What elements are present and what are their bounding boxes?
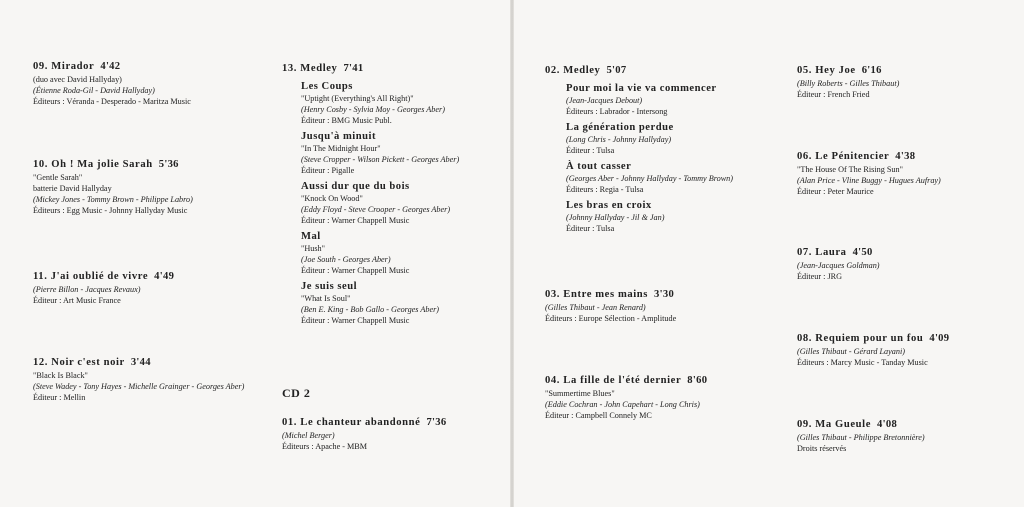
credit-line: (Henry Cosby - Sylvia Moy - Georges Aber) (301, 105, 445, 114)
medley-part-title: Aussi dur que du bois (301, 181, 410, 192)
track-number: 03. (545, 289, 564, 300)
track-duration: 5'07 (606, 65, 627, 76)
track-title (545, 374, 785, 388)
track-name: Hey Joe (815, 65, 856, 76)
info-line: Éditeur : Tulsa (566, 146, 615, 155)
track-title (797, 246, 1024, 260)
track-entry (545, 374, 785, 421)
medley-part (566, 199, 785, 234)
medley-part-title: Les bras en croix (566, 200, 652, 211)
track-title (797, 150, 1024, 164)
medley-part-title: Je suis seul (301, 281, 358, 292)
credit-line: (Johnny Hallyday - Jil & Jan) (566, 213, 665, 222)
info-line: "Gentle Sarah" (33, 173, 83, 182)
track-number: 08. (797, 333, 816, 344)
medley-block (282, 62, 522, 326)
track-duration: 3'44 (130, 357, 151, 368)
info-line: "Uptight (Everything's All Right)" (301, 94, 414, 103)
track-number: 09. (33, 61, 52, 72)
credit-line: (Long Chris - Johnny Hallyday) (566, 135, 672, 144)
info-line: batterie David Hallyday (33, 184, 112, 193)
info-line: "The House Of The Rising Sun" (797, 165, 903, 174)
track-name: Ma Gueule (815, 419, 872, 430)
credit-line: (Étienne Roda-Gil - David Hallyday) (33, 86, 155, 95)
track-number: 05. (797, 65, 816, 76)
medley-part (301, 180, 522, 226)
info-line: Éditeur : Peter Maurice (797, 187, 874, 196)
credit-line: (Jean-Jacques Debout) (566, 96, 643, 105)
info-line: Éditeurs : Labrador - Intersong (566, 107, 668, 116)
info-line: Éditeur : Mellin (33, 393, 86, 402)
track-entry (797, 246, 1024, 282)
track-duration: 7'41 (343, 63, 364, 74)
info-line: Éditeur : Tulsa (566, 224, 615, 233)
credit-line: (Gilles Thibaut - Gérard Layani) (797, 347, 905, 356)
credit-line: (Gilles Thibaut - Jean Renard) (545, 303, 646, 312)
info-line: "Hush" (301, 244, 325, 253)
column-2 (282, 62, 512, 482)
credit-line: (Michel Berger) (282, 431, 335, 440)
medley-part-title: Les Coups (301, 81, 353, 92)
medley-part (566, 160, 785, 195)
credit-line: (Mickey Jones - Tommy Brown - Philippe Labro) (33, 195, 193, 204)
medley-part-title: La génération perdue (566, 122, 674, 133)
info-line: Éditeurs : Europe Sélection - Amplitude (545, 314, 677, 323)
track-duration: 4'42 (100, 61, 121, 72)
track-number: 09. (797, 419, 816, 430)
track-entry (797, 418, 1024, 454)
track-name: La fille de l'été dernier (563, 375, 682, 386)
credit-line: (Georges Aber - Johnny Hallyday - Tommy Brown) (566, 174, 733, 183)
medley-parts (566, 82, 785, 234)
info-line: Éditeur : Warner Chappell Music (301, 316, 410, 325)
track-title (33, 270, 273, 284)
column-1 (33, 60, 273, 480)
track-duration: 4'09 (929, 333, 950, 344)
info-line: "Black Is Black" (33, 371, 88, 380)
medley-title (545, 64, 785, 78)
track-entry (797, 64, 1024, 100)
cd2-heading: CD 2 (282, 386, 311, 400)
track-name: Le chanteur abandonné (300, 417, 421, 428)
info-line: Éditeur : Campbell Connely MC (545, 411, 652, 420)
credit-line: (Alan Price - Vline Buggy - Hugues Aufray) (797, 176, 941, 185)
track-number: 01. (282, 417, 301, 428)
track-name: Oh ! Ma jolie Sarah (51, 159, 153, 170)
track-number: 10. (33, 159, 52, 170)
track-title (282, 416, 522, 430)
track-duration: 7'36 (426, 417, 447, 428)
track-name: Medley (300, 63, 338, 74)
info-line: Éditeur : Art Music France (33, 296, 121, 305)
info-line: Éditeurs : Egg Music - Johnny Hallyday Music (33, 206, 188, 215)
credit-line: (Jean-Jacques Goldman) (797, 261, 880, 270)
column-4 (797, 64, 1017, 484)
track-entry (797, 150, 1024, 197)
track-name: Laura (815, 247, 847, 258)
medley-part (566, 82, 785, 117)
track-name: Le Pénitencier (815, 151, 890, 162)
track-number: 02. (545, 65, 564, 76)
info-line: Éditeurs : Apache - MBM (282, 442, 368, 451)
track-title (545, 288, 785, 302)
info-line: Éditeurs : Regia - Tulsa (566, 185, 644, 194)
track-title (797, 64, 1024, 78)
track-entry (282, 416, 522, 452)
credit-line: (Steve Wadey - Tony Hayes - Michelle Grainger - Georges Aber) (33, 382, 245, 391)
track-number: 07. (797, 247, 816, 258)
track-duration: 5'36 (158, 159, 179, 170)
medley-part-title: Jusqu'à minuit (301, 131, 377, 142)
track-name: Medley (563, 65, 601, 76)
info-line: Éditeur : BMG Music Publ. (301, 116, 392, 125)
medley-title (282, 62, 522, 76)
credit-line: (Eddie Cochran - John Capehart - Long Chris) (545, 400, 700, 409)
info-line: Éditeur : Pigalle (301, 166, 355, 175)
info-line: Éditeurs : Marcy Music - Tanday Music (797, 358, 928, 367)
medley-part-title: Mal (301, 231, 321, 242)
track-duration: 4'38 (895, 151, 916, 162)
column-3 (545, 64, 775, 484)
info-line: Éditeur : French Fried (797, 90, 870, 99)
medley-parts (301, 80, 522, 326)
medley-block (545, 64, 785, 234)
track-name: Requiem pour un fou (815, 333, 924, 344)
track-entry (33, 356, 273, 403)
track-name: J'ai oublié de vivre (50, 271, 149, 282)
info-line: (duo avec David Hallyday) (33, 75, 122, 84)
medley-part (301, 280, 522, 326)
track-number: 06. (797, 151, 816, 162)
medley-part-title: À tout casser (566, 161, 632, 172)
track-number: 12. (33, 357, 52, 368)
track-title (33, 60, 273, 74)
track-duration: 3'30 (654, 289, 675, 300)
info-line: Droits réservés (797, 444, 847, 453)
track-number: 13. (282, 63, 301, 74)
medley-part (566, 121, 785, 156)
track-entry (797, 332, 1024, 368)
credit-line: (Eddy Floyd - Steve Crooper - Georges Aber) (301, 205, 451, 214)
track-title (33, 158, 273, 172)
medley-part (301, 80, 522, 126)
credit-line: (Billy Roberts - Gilles Thibaut) (797, 79, 900, 88)
track-title (797, 332, 1024, 346)
credit-line: (Steve Cropper - Wilson Pickett - Georges Aber) (301, 155, 460, 164)
info-line: "In The Midnight Hour" (301, 144, 381, 153)
track-entry (33, 60, 273, 107)
info-line: Éditeur : JRG (797, 272, 843, 281)
track-duration: 8'60 (687, 375, 708, 386)
track-duration: 4'50 (852, 247, 873, 258)
track-number: 11. (33, 271, 51, 282)
info-line: Éditeur : Warner Chappell Music (301, 266, 410, 275)
track-number: 04. (545, 375, 564, 386)
info-line: Éditeur : Warner Chappell Music (301, 216, 410, 225)
track-duration: 4'08 (877, 419, 898, 430)
track-duration: 6'16 (861, 65, 882, 76)
info-line: "Knock On Wood" (301, 194, 363, 203)
track-entry (33, 270, 273, 306)
credit-line: (Joe South - Georges Aber) (301, 255, 391, 264)
track-entry (545, 288, 785, 324)
info-line: Éditeurs : Véranda - Desperado - Maritza Music (33, 97, 191, 106)
track-name: Mirador (51, 61, 95, 72)
credit-line: (Gilles Thibaut - Philippe Bretonnière) (797, 433, 925, 442)
track-title (33, 356, 273, 370)
track-duration: 4'49 (154, 271, 175, 282)
track-name: Entre mes mains (563, 289, 649, 300)
credit-line: (Ben E. King - Bob Gallo - Georges Aber) (301, 305, 440, 314)
info-line: "What Is Soul" (301, 294, 351, 303)
info-line: "Summertime Blues" (545, 389, 615, 398)
medley-part (301, 230, 522, 276)
track-entry (33, 158, 273, 216)
medley-part-title: Pour moi la vie va commencer (566, 83, 717, 94)
medley-part (301, 130, 522, 176)
credit-line: (Pierre Billon - Jacques Revaux) (33, 285, 141, 294)
track-title (797, 418, 1024, 432)
track-name: Noir c'est noir (51, 357, 125, 368)
